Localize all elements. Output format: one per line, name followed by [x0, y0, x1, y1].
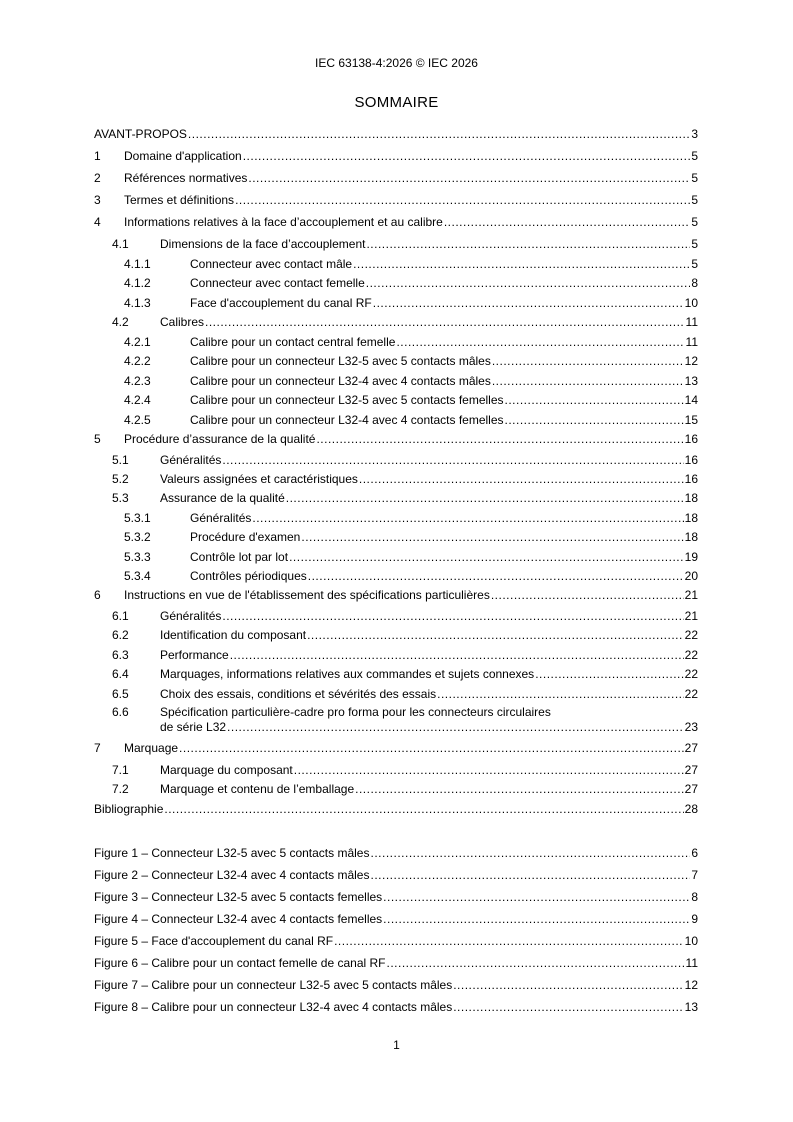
toc-page: 16 — [684, 432, 698, 446]
leader-dots — [396, 332, 684, 352]
figure-page: 13 — [684, 1000, 698, 1014]
toc-page: 11 — [685, 335, 698, 349]
toc-text: Calibre pour un connecteur L32-5 avec 5 contacts femelles — [190, 393, 504, 407]
toc-text: Généralités — [190, 511, 252, 525]
figure-text: Figure 8 – Calibre pour un connecteur L32-4 avec 4 contacts mâles — [94, 1000, 453, 1014]
toc-text: Domaine d'application — [124, 149, 242, 163]
toc-entry-7[interactable] — [94, 738, 698, 758]
toc-page: 13 — [684, 374, 698, 388]
page-number: 1 — [393, 1038, 400, 1052]
leader-dots — [286, 488, 684, 508]
toc-number: 4.2.4 — [124, 393, 151, 407]
figure-text: Figure 2 – Connecteur L32-4 avec 4 contacts mâles — [94, 868, 370, 882]
toc-entry-4-2-4[interactable] — [94, 390, 698, 410]
toc-text: Choix des essais, conditions et sévérités des essais — [160, 687, 437, 701]
figure-entry-3[interactable] — [94, 887, 698, 907]
toc-entry-5-1[interactable] — [94, 450, 698, 470]
toc-number: 7.1 — [112, 763, 129, 777]
toc-text: Marquage du composant — [160, 763, 293, 777]
toc-page: 18 — [684, 491, 698, 505]
toc-entry-5[interactable] — [94, 429, 698, 449]
toc-number: 4.1.3 — [124, 296, 151, 310]
toc-text: Connecteur avec contact femelle — [190, 276, 365, 290]
toc-text: Informations relatives à la face d’accouplement et au calibre — [124, 215, 443, 229]
toc-page: 21 — [684, 609, 698, 623]
leader-dots — [235, 190, 690, 210]
toc-text: Calibre pour un contact central femelle — [190, 335, 396, 349]
toc-text: Performance — [160, 648, 229, 662]
toc-number: 6.2 — [112, 628, 129, 642]
toc-number: 4.2.3 — [124, 374, 151, 388]
leader-dots — [453, 997, 683, 1017]
leader-dots — [334, 931, 684, 951]
toc-text: Calibre pour un connecteur L32-4 avec 4 contacts femelles — [190, 413, 504, 427]
toc-entry-4-1-3[interactable] — [94, 293, 698, 313]
toc-entry-6-6[interactable] — [94, 703, 698, 739]
toc-page: 27 — [684, 782, 698, 796]
leader-dots — [444, 212, 690, 232]
toc-page: 8 — [691, 276, 698, 290]
toc-entry-3[interactable] — [94, 190, 698, 210]
toc-number: 4 — [94, 215, 101, 229]
leader-dots — [222, 450, 683, 470]
toc-text: Procédure d'examen — [190, 530, 301, 544]
figure-page: 8 — [691, 890, 698, 904]
toc-text: Marquages, informations relatives aux commandes et sujets connexes — [160, 667, 535, 681]
toc-entry-6-4[interactable] — [94, 664, 698, 684]
leader-dots — [383, 909, 690, 929]
toc-page: 10 — [684, 296, 698, 310]
toc-page: 12 — [684, 354, 698, 368]
leader-dots — [243, 146, 691, 166]
toc-entry-4-2-1[interactable] — [94, 332, 698, 352]
toc-text: Calibre pour un connecteur L32-5 avec 5 contacts mâles — [190, 354, 491, 368]
toc-page: 27 — [684, 763, 698, 777]
leader-dots — [188, 124, 690, 144]
leader-dots — [370, 843, 690, 863]
toc-entry-4-1-1[interactable] — [94, 254, 698, 274]
leader-dots — [383, 887, 690, 907]
toc-page: 18 — [684, 511, 698, 525]
toc-page: 16 — [684, 453, 698, 467]
toc-page: 22 — [684, 628, 698, 642]
leader-dots — [316, 429, 683, 449]
page-title: SOMMAIRE — [354, 94, 439, 111]
toc-text: AVANT-PROPOS — [94, 127, 187, 141]
toc-text: Instructions en vue de l'établissement des spécifications particulières — [124, 588, 490, 602]
toc-text-line1: Spécification particulière-cadre pro forma pour les connecteurs circulaires — [160, 705, 551, 719]
toc-entry-7-2[interactable] — [94, 779, 698, 799]
toc-number: 4.2 — [112, 315, 129, 329]
toc-number: 6.6 — [112, 705, 129, 719]
leader-dots — [294, 760, 684, 780]
toc-text: Marquage — [124, 741, 179, 755]
toc-page: 28 — [684, 802, 698, 816]
toc-number: 4.2.2 — [124, 354, 151, 368]
leader-dots — [505, 410, 684, 430]
toc-entry-5-3-4[interactable] — [94, 566, 698, 586]
toc-page: 5 — [691, 149, 698, 163]
toc-page: 22 — [684, 667, 698, 681]
toc-number: 5.3.4 — [124, 569, 151, 583]
toc-number: 2 — [94, 171, 101, 185]
toc-page: 5 — [691, 193, 698, 207]
figure-entry-6[interactable] — [94, 953, 698, 973]
toc-entry-4-2[interactable] — [94, 312, 698, 332]
leader-dots — [307, 625, 684, 645]
toc-page: 16 — [684, 472, 698, 486]
toc-entry-6-2[interactable] — [94, 625, 698, 645]
toc-text: Bibliographie — [94, 802, 164, 816]
leader-dots — [252, 508, 683, 528]
toc-text: Valeurs assignées et caractéristiques — [160, 472, 358, 486]
leader-dots — [359, 469, 684, 489]
figure-page: 6 — [691, 846, 698, 860]
toc-number: 6.3 — [112, 648, 129, 662]
leader-dots — [301, 527, 683, 547]
leader-dots — [205, 312, 685, 332]
figure-text: Figure 7 – Calibre pour un connecteur L32-5 avec 5 contacts mâles — [94, 978, 453, 992]
toc-entry-5-2[interactable] — [94, 469, 698, 489]
toc-page: 20 — [684, 569, 698, 583]
toc-text: Calibres — [160, 315, 205, 329]
toc-number: 4.1.1 — [124, 257, 151, 271]
toc-entry-4[interactable] — [94, 212, 698, 232]
leader-dots — [289, 547, 684, 567]
figure-page: 10 — [684, 934, 698, 948]
toc-entry-5-3-2[interactable] — [94, 527, 698, 547]
toc-entry-5-3-3[interactable] — [94, 547, 698, 567]
toc-entry-bibliographie[interactable] — [94, 799, 698, 819]
toc-page: 21 — [684, 588, 698, 602]
toc-number: 5.2 — [112, 472, 129, 486]
toc-text: Procédure d’assurance de la qualité — [124, 432, 316, 446]
figure-page: 12 — [684, 978, 698, 992]
toc-entry-4-1[interactable] — [94, 234, 698, 254]
toc-page: 22 — [684, 687, 698, 701]
leader-dots — [491, 585, 684, 605]
toc-number: 5.3.3 — [124, 550, 151, 564]
toc-number: 6 — [94, 588, 101, 602]
leader-dots — [366, 234, 690, 254]
toc-text: Dimensions de la face d’accouplement — [160, 237, 366, 251]
leader-dots — [308, 566, 684, 586]
figure-text: Figure 3 – Connecteur L32-5 avec 5 contacts femelles — [94, 890, 383, 904]
toc-page: 11 — [685, 315, 698, 329]
toc-text: de série L32 — [160, 720, 227, 734]
figure-page: 9 — [691, 912, 698, 926]
figure-text: Figure 5 – Face d'accouplement du canal RF — [94, 934, 334, 948]
toc-number: 4.2.5 — [124, 413, 151, 427]
toc-number: 4.1.2 — [124, 276, 151, 290]
toc-text: Contrôle lot par lot — [190, 550, 289, 564]
toc-number: 5.3.2 — [124, 530, 151, 544]
toc-number: 4.2.1 — [124, 335, 151, 349]
toc-page: 5 — [691, 215, 698, 229]
toc-page: 15 — [684, 413, 698, 427]
toc-entry-4-2-3[interactable] — [94, 371, 698, 391]
toc-page: 5 — [691, 257, 698, 271]
leader-dots — [353, 254, 690, 274]
toc-number: 5.3.1 — [124, 511, 151, 525]
toc-entry-7-1[interactable] — [94, 760, 698, 780]
toc-text: Face d'accouplement du canal RF — [190, 296, 372, 310]
toc-text: Généralités — [160, 609, 222, 623]
toc-text: Marquage et contenu de l’emballage — [160, 782, 355, 796]
leader-dots — [437, 684, 684, 704]
toc-text: Calibre pour un connecteur L32-4 avec 4 contacts mâles — [190, 374, 491, 388]
leader-dots — [492, 351, 684, 371]
leader-dots — [492, 371, 684, 391]
toc-page: 5 — [691, 237, 698, 251]
toc-number: 6.1 — [112, 609, 129, 623]
leader-dots — [535, 664, 683, 684]
toc-entry-5-3[interactable] — [94, 488, 698, 508]
toc-text: Contrôles périodiques — [190, 569, 307, 583]
toc-number: 6.5 — [112, 687, 129, 701]
toc-number: 3 — [94, 193, 101, 207]
toc-text: Références normatives — [124, 171, 248, 185]
toc-page: 18 — [684, 530, 698, 544]
figure-entry-1[interactable] — [94, 843, 698, 863]
figure-page: 7 — [691, 868, 698, 882]
figure-text: Figure 1 – Connecteur L32-5 avec 5 contacts mâles — [94, 846, 370, 860]
toc-entry-6-1[interactable] — [94, 606, 698, 626]
toc-entry-5-3-1[interactable] — [94, 508, 698, 528]
toc-number: 6.4 — [112, 667, 129, 681]
figure-entry-5[interactable] — [94, 931, 698, 951]
toc-entry-4-2-2[interactable] — [94, 351, 698, 371]
leader-dots — [179, 738, 684, 758]
toc-page: 14 — [684, 393, 698, 407]
toc-number: 1 — [94, 149, 101, 163]
toc-entry-6-5[interactable] — [94, 684, 698, 704]
leader-dots — [453, 975, 683, 995]
figure-entry-2[interactable] — [94, 865, 698, 885]
leader-dots — [366, 273, 691, 293]
toc-text: Connecteur avec contact mâle — [190, 257, 353, 271]
toc-text: Assurance de la qualité — [160, 491, 285, 505]
figure-entry-4[interactable] — [94, 909, 698, 929]
leader-dots — [248, 168, 690, 188]
toc-entry-avant-propos[interactable] — [94, 124, 698, 144]
toc-text: Termes et définitions — [124, 193, 235, 207]
toc-entry-4-2-5[interactable] — [94, 410, 698, 430]
leader-dots — [164, 799, 683, 819]
toc-number: 5.1 — [112, 453, 129, 467]
leader-dots — [373, 293, 684, 313]
toc-page: 22 — [684, 648, 698, 662]
toc-entry-4-1-2[interactable] — [94, 273, 698, 293]
leader-dots — [230, 645, 684, 665]
toc-number: 7.2 — [112, 782, 129, 796]
toc-entry-2[interactable] — [94, 168, 698, 188]
leader-dots — [227, 720, 684, 735]
toc-page: 27 — [684, 741, 698, 755]
leader-dots — [222, 606, 683, 626]
leader-dots — [370, 865, 690, 885]
toc-text: Identification du composant — [160, 628, 307, 642]
toc-entry-6-3[interactable] — [94, 645, 698, 665]
leader-dots — [505, 390, 684, 410]
document-header: IEC 63138-4:2026 © IEC 2026 — [315, 56, 478, 70]
figure-page: 11 — [685, 956, 698, 970]
toc-page: 23 — [684, 720, 698, 734]
toc-page: 3 — [691, 127, 698, 141]
toc-entry-6[interactable] — [94, 585, 698, 605]
toc-number: 5.3 — [112, 491, 129, 505]
figure-text: Figure 4 – Connecteur L32-4 avec 4 contacts femelles — [94, 912, 383, 926]
toc-text: Généralités — [160, 453, 222, 467]
toc-page: 19 — [684, 550, 698, 564]
figure-text: Figure 6 – Calibre pour un contact femelle de canal RF — [94, 956, 386, 970]
figure-entry-7[interactable] — [94, 975, 698, 995]
toc-number: 5 — [94, 432, 101, 446]
figure-entry-8[interactable] — [94, 997, 698, 1017]
toc-page: 5 — [691, 171, 698, 185]
leader-dots — [387, 953, 685, 973]
leader-dots — [355, 779, 684, 799]
toc-number: 7 — [94, 741, 101, 755]
toc-number: 4.1 — [112, 237, 129, 251]
toc-entry-1[interactable] — [94, 146, 698, 166]
